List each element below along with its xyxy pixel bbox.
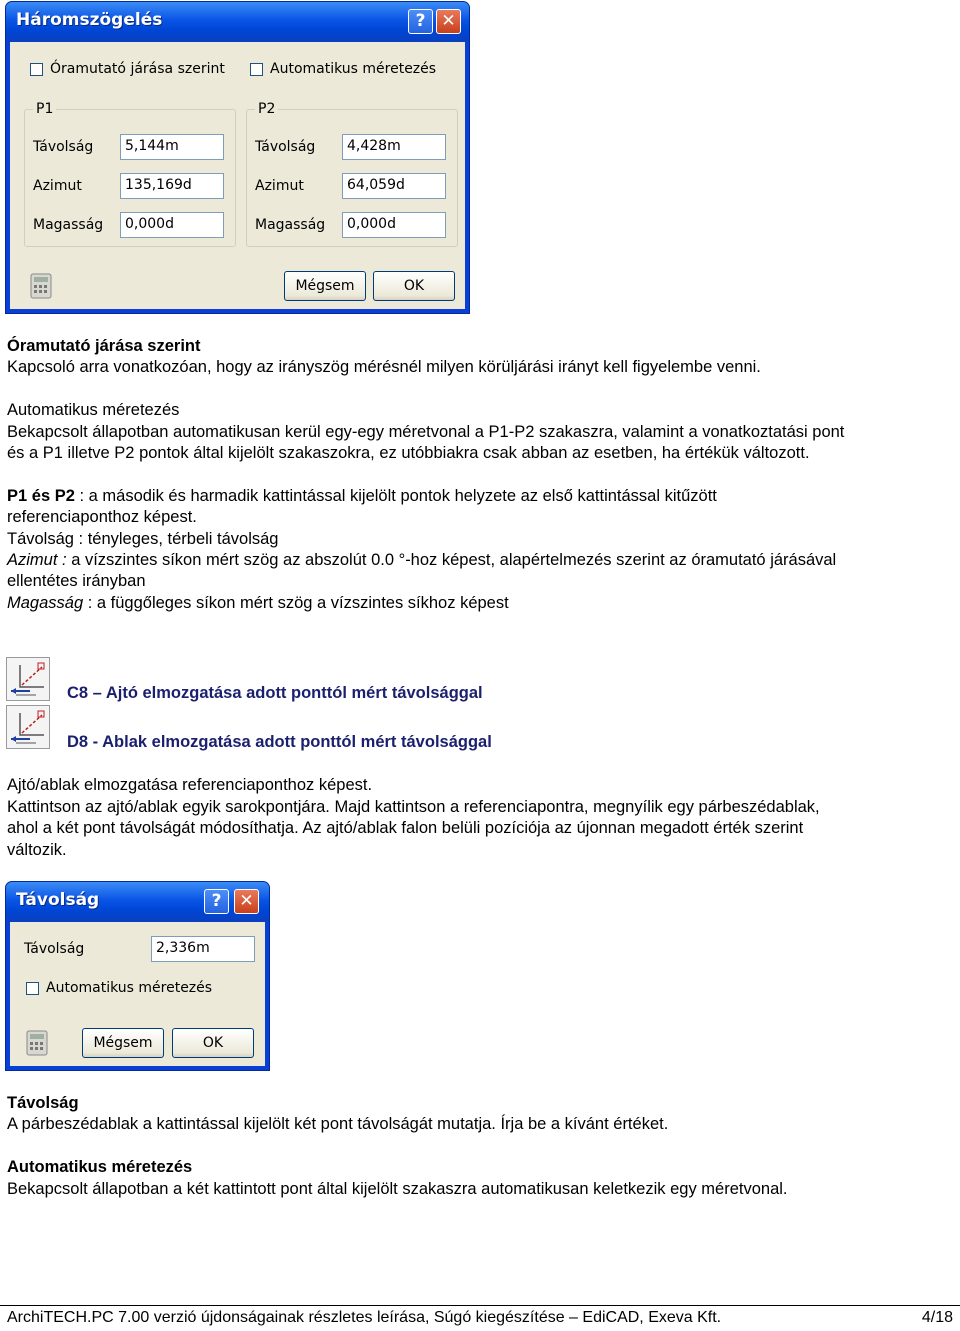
p1-group-label: P1 [33,101,56,117]
p1-distance-label: Távolság [33,139,94,155]
azimuth-text: a vízszintes síkon mért szög az abszolút 0.0 °-hoz képest, alapértelmezés szerint az óramutató járásával [66,551,837,569]
height-text: : a függőleges síkon mért szög a vízszintes síkhoz képest [83,594,509,612]
close-button[interactable]: ✕ [234,889,259,914]
azimuth-description-line2: ellentétes irányban [7,572,146,590]
auto-dim-description-line2: és a P1 illetve P2 pontok által kijelölt szakaszokra, ez utóbbiakra csak abban az esetben, ha értékük változott. [7,444,810,462]
auto-dim-description-line1: Bekapcsolt állapotban automatikusan kerül egy-egy méretvonal a P1-P2 szakaszra, valamint a vonatkoztatási pont [7,423,845,441]
dialog-body [10,42,465,309]
p1p2-term: P1 és P2 [7,487,75,505]
p2-height-input[interactable]: 0,000d [342,212,446,238]
clockwise-description: Kapcsoló arra vonatkozóan, hogy az irányszög mérésnél milyen körüljárási irányt kell figyelembe venni. [7,358,761,376]
auto-dim-heading: Automatikus méretezés [7,401,180,419]
p2-azimuth-input[interactable]: 64,059d [342,173,446,199]
auto-dim-checkbox-label[interactable]: Automatikus méretezés [46,980,213,996]
triangulation-dialog [5,1,470,314]
clockwise-checkbox[interactable] [30,63,43,76]
height-term: Magasság [7,594,84,612]
calculator-icon[interactable] [26,1030,48,1056]
auto-dim-heading-2: Automatikus méretezés [7,1158,193,1176]
close-button[interactable]: ✕ [436,9,461,34]
footer-divider [0,1305,960,1306]
help-button[interactable]: ? [408,9,433,34]
p1-height-input[interactable]: 0,000d [120,212,224,238]
dialog-title: Távolság [16,890,100,910]
cancel-button[interactable]: Mégsem [82,1028,164,1058]
dialog-title: Háromszögelés [16,10,163,30]
p2-group [246,101,458,247]
p2-azimuth-label: Azimut [255,178,304,194]
move-description-line2: Kattintson az ajtó/ablak egyik sarokpontjára. Majd kattintson a referenciapontra, megnyílik egy párbeszédablak, [7,798,820,816]
p2-group-label: P2 [255,101,278,117]
p1-distance-input[interactable]: 5,144m [120,134,224,160]
distance-term: Távolság [7,530,74,548]
azimuth-term: Azimut : [7,551,67,569]
clockwise-heading: Óramutató járása szerint [7,337,201,355]
distance-heading: Távolság [7,1094,79,1112]
ok-button[interactable]: OK [172,1028,254,1058]
p1-group [24,101,236,247]
p2-distance-input[interactable]: 4,428m [342,134,446,160]
move-description-line1: Ajtó/ablak elmozgatása referenciaponthoz képest. [7,776,373,794]
p1-azimuth-label: Azimut [33,178,82,194]
window-move-icon [6,705,50,749]
dialog-title-bar[interactable] [6,882,269,922]
door-move-icon [6,657,50,701]
distance-dialog [5,881,270,1071]
distance-text: : tényleges, térbeli távolság [73,530,279,548]
dialog-body [10,922,265,1066]
dialog-title-bar[interactable] [6,2,469,42]
auto-dim-text-2: Bekapcsolt állapotban a két kattintott pont által kijelölt szakaszra automatikusan keletkezik egy méretvonal. [7,1180,788,1198]
clockwise-checkbox-label[interactable]: Óramutató járása szerint [50,61,225,77]
help-button[interactable]: ? [204,889,229,914]
p2-distance-label: Távolság [255,139,316,155]
height-description [7,593,509,615]
p1p2-description-line1 [7,486,717,508]
distance-input[interactable]: 2,336m [151,936,255,962]
auto-dim-checkbox[interactable] [250,63,263,76]
cancel-button[interactable]: Mégsem [284,271,366,301]
d8-heading: D8 - Ablak elmozgatása adott ponttól mért távolsággal [67,733,492,751]
distance-description [7,529,279,551]
p1p2-text: : a második és harmadik kattintással kijelölt pontok helyzete az első kattintással kitűzött [74,487,717,505]
ok-button[interactable]: OK [373,271,455,301]
azimuth-description-line1 [7,550,836,572]
auto-dim-checkbox[interactable] [26,982,39,995]
move-description-line4: változik. [7,841,67,859]
c8-heading: C8 – Ajtó elmozgatása adott ponttól mért távolsággal [67,684,483,702]
page-number: 4/18 [921,1309,953,1326]
p1-height-label: Magasság [33,217,104,233]
distance-text: A párbeszédablak a kattintással kijelölt két pont távolságát mutatja. Írja be a kívánt értéket. [7,1115,669,1133]
distance-label: Távolság [24,941,85,957]
calculator-icon[interactable] [30,273,52,299]
auto-dim-checkbox-label[interactable]: Automatikus méretezés [270,61,437,77]
move-description-line3: ahol a két pont távolságát módosíthatja. Az ajtó/ablak falon belüli pozíciója az újonnan megadott érték szerint [7,819,804,837]
p1p2-description-line2: referenciaponthoz képest. [7,508,197,526]
p1-azimuth-input[interactable]: 135,169d [120,173,224,199]
p2-height-label: Magasság [255,217,326,233]
footer-text: ArchiTECH.PC 7.00 verzió újdonságainak részletes leírása, Súgó kiegészítése – EdiCAD, Exeva Kft. [7,1309,722,1326]
